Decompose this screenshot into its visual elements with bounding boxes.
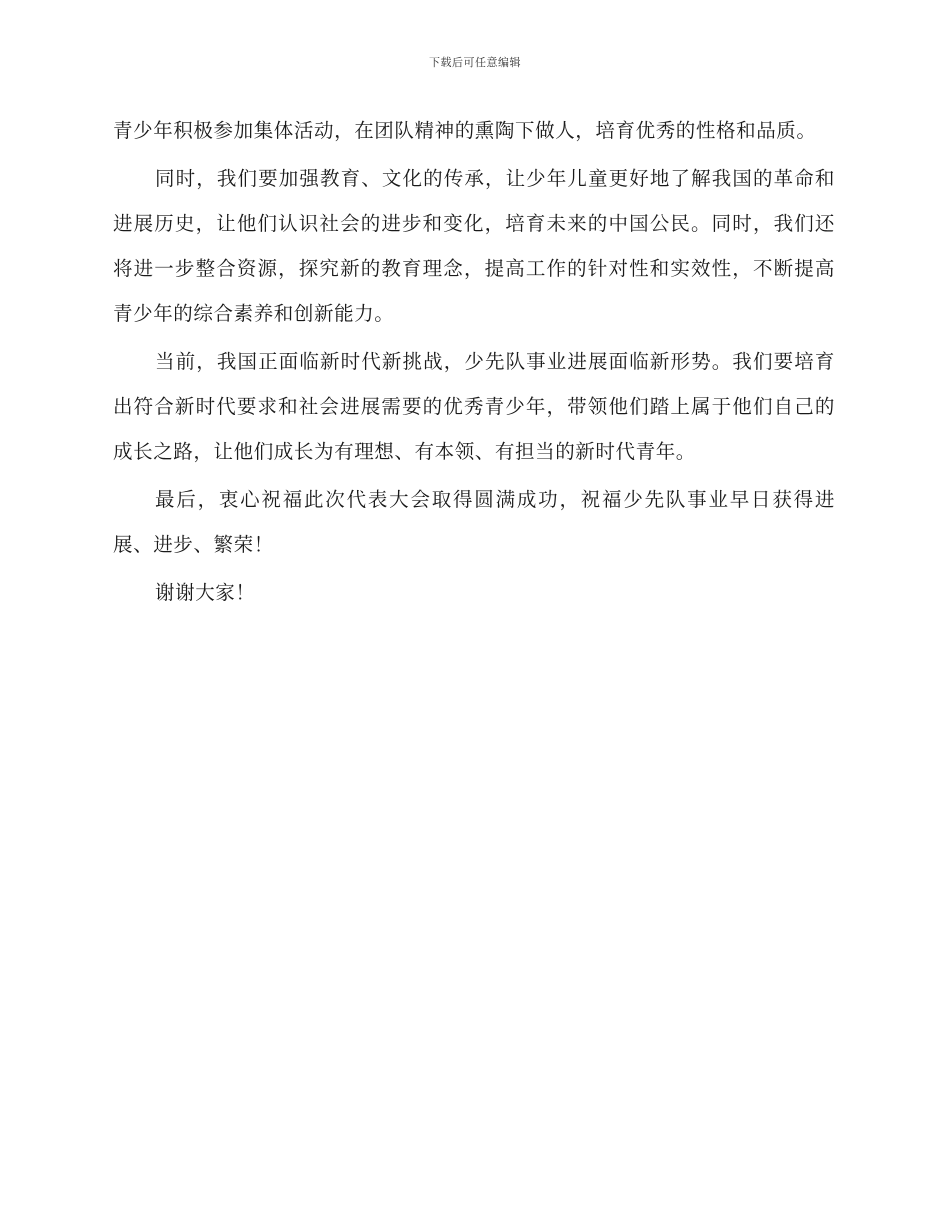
paragraph: 同时，我们要加强教育、文化的传承，让少年儿童更好地了解我国的革命和进展历史，让他们认识社会的进步和变化，培育未来的中国公民。同时，我们还将进一步整合资源，探究新的教育理念，提高工作的针对性和实效性，不断提高青少年的综合素养和创新能力。 — [113, 167, 835, 325]
paragraph-continuation: 青少年积极参加集体活动，在团队精神的熏陶下做人，培育优秀的性格和品质。 — [113, 119, 817, 142]
paragraph: 最后，衷心祝福此次代表大会取得圆满成功，祝福少先队事业早日获得进展、进步、繁荣！ — [113, 488, 835, 556]
header-note: 下载后可任意编辑 — [429, 56, 521, 69]
closing-remark: 谢谢大家！ — [155, 581, 256, 604]
paragraph: 当前，我国正面临新时代新挑战，少先队事业进展面临新形势。我们要培育出符合新时代要求和社会进展需要的优秀青少年，带领他们踏上属于他们自己的成长之路，让他们成长为有理想、有本领、有担当的新时代青年。 — [113, 350, 835, 463]
document-body — [113, 108, 835, 615]
